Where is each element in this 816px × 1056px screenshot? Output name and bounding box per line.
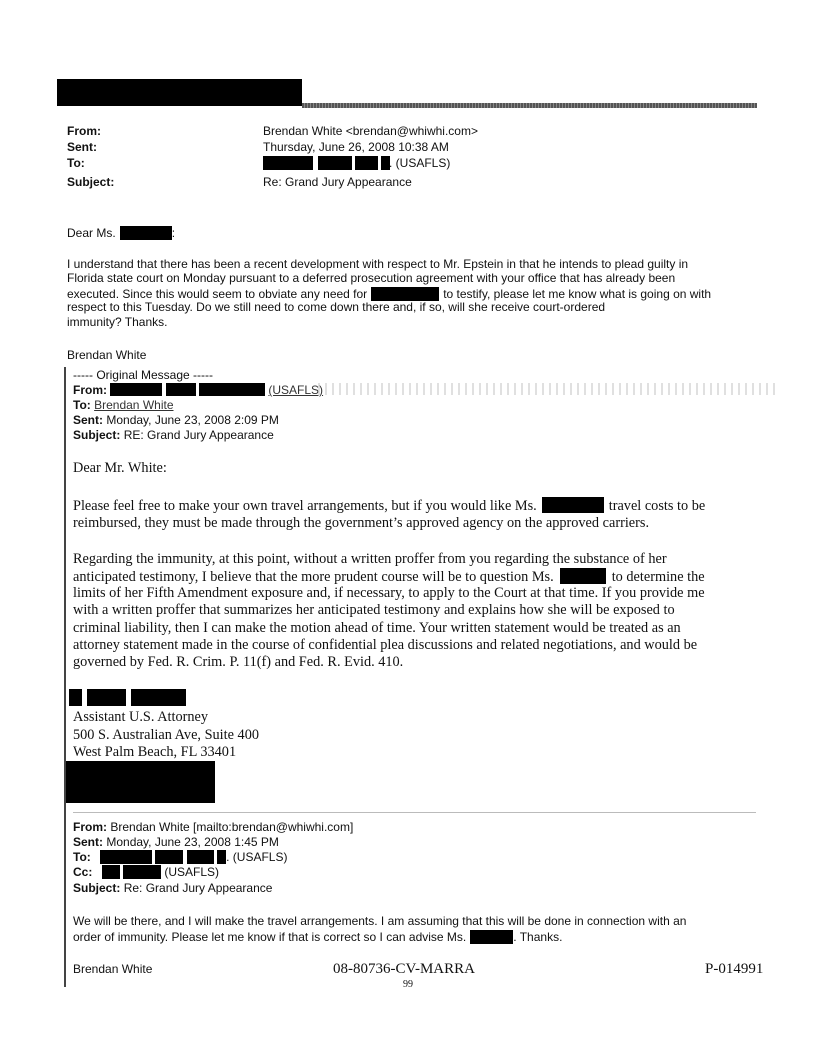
subject-value: Re: Grand Jury Appearance xyxy=(263,175,412,189)
redaction xyxy=(123,865,161,879)
earlier-body-l2b: . Thanks. xyxy=(513,930,563,944)
redaction xyxy=(318,156,352,170)
reply-signature: Brendan White xyxy=(67,348,147,362)
original-to-link[interactable]: Brendan White xyxy=(94,398,174,412)
signature-address-1: 500 S. Australian Ave, Suite 400 xyxy=(73,727,259,743)
page-number: 99 xyxy=(403,979,413,990)
original-from-row xyxy=(73,383,323,397)
original-p1-line1 xyxy=(73,497,705,515)
redaction xyxy=(263,156,313,170)
original-subject-value: RE: Grand Jury Appearance xyxy=(123,428,274,442)
redaction xyxy=(187,850,214,864)
original-from-value[interactable]: (USAFLS) xyxy=(268,383,324,397)
redaction xyxy=(69,689,82,706)
reply-line-4: respect to this Tuesday. Do we still need to come down there and, if so, will she receive court-ordered xyxy=(67,300,606,314)
sent-label: Sent: xyxy=(67,140,97,154)
p1-l1b: travel costs to be xyxy=(608,498,706,514)
greeting-text: Dear Ms. xyxy=(67,226,116,240)
original-p2-line6: attorney statement made in the course of confidential plea discussions and related negotiations, and would be xyxy=(73,637,698,653)
redaction xyxy=(87,689,126,706)
bates-number: P-014991 xyxy=(705,961,764,977)
redaction-title xyxy=(57,79,302,106)
message-divider xyxy=(73,812,756,813)
original-p2-line3: limits of her Fifth Amendment exposure and, if necessary, to apply to the Court at that time. If you provide me xyxy=(73,585,705,601)
redaction xyxy=(110,383,162,396)
earlier-sent-row xyxy=(73,835,279,849)
earlier-cc-row xyxy=(73,865,219,879)
to-label: To: xyxy=(67,156,85,170)
earlier-body-line1: We will be there, and I will make the travel arrangements. I am assuming that this will be done in connection with an xyxy=(73,914,687,928)
greeting-end: : xyxy=(171,226,176,240)
redaction xyxy=(120,226,172,240)
earlier-subject-label: Subject: xyxy=(73,881,121,895)
quote-rule xyxy=(64,367,66,987)
earlier-cc-value: (USAFLS) xyxy=(164,865,220,879)
sent-value: Thursday, June 26, 2008 10:38 AM xyxy=(263,140,449,154)
case-number: 08-80736-CV-MARRA xyxy=(333,961,475,977)
earlier-sent-value: Monday, June 23, 2008 1:45 PM xyxy=(106,835,279,849)
signature-title: Assistant U.S. Attorney xyxy=(73,709,209,725)
redaction xyxy=(102,865,120,879)
earlier-from-label: From: xyxy=(73,820,107,834)
earlier-to-label: To: xyxy=(73,850,91,864)
original-p2-line7: governed by Fed. R. Crim. P. 11(f) and Fed. R. Evid. 410. xyxy=(73,654,404,670)
reply-line-1: I understand that there has been a recent development with respect to Mr. Epstein in that he intends to plead guilty in xyxy=(67,257,689,271)
earlier-from-value: Brendan White [mailto:brendan@whiwhi.com] xyxy=(110,820,354,834)
earlier-to-row xyxy=(73,850,287,864)
original-sent-row xyxy=(73,413,279,427)
redaction xyxy=(155,850,183,864)
earlier-subject-value: Re: Grand Jury Appearance xyxy=(123,881,273,895)
redaction-block xyxy=(66,761,215,803)
original-p2-line4: with a written proffer that summarizes her anticipated testimony and explains how she will be exposed to xyxy=(73,602,675,618)
from-label: From: xyxy=(67,124,101,138)
earlier-body-l2a: order of immunity. Please let me know if that is correct so I can advise Ms. xyxy=(73,930,467,944)
reply-line-2: Florida state court on Monday pursuant to a deferred prosecution agreement with your office that has already been xyxy=(67,271,676,285)
p2-l2b: to determine the xyxy=(611,569,705,585)
p1-l1a: Please feel free to make your own travel arrangements, but if you would like Ms. xyxy=(73,498,537,514)
original-subject-row xyxy=(73,428,274,442)
earlier-subject-row xyxy=(73,881,272,895)
redaction xyxy=(371,287,439,301)
scan-noise xyxy=(318,383,778,395)
original-sent-value: Monday, June 23, 2008 2:09 PM xyxy=(106,413,279,427)
original-sent-label: Sent: xyxy=(73,413,103,427)
earlier-body-line2 xyxy=(73,930,562,944)
reply-line-5: immunity? Thanks. xyxy=(67,315,168,329)
original-subject-label: Subject: xyxy=(73,428,121,442)
reply-line-3 xyxy=(67,287,711,301)
redaction xyxy=(355,156,378,170)
original-to-label: To: xyxy=(73,398,91,412)
original-separator: ----- Original Message ----- xyxy=(73,368,214,382)
original-p1-line2: reimbursed, they must be made through the government’s approved agency on the approved carriers. xyxy=(73,515,650,531)
redaction xyxy=(199,383,265,396)
original-to-row xyxy=(73,398,174,412)
redaction xyxy=(542,497,604,513)
redaction xyxy=(217,850,226,864)
reply-line-3b: to testify, please let me know what is going on with xyxy=(443,287,712,301)
redaction xyxy=(166,383,196,396)
redaction xyxy=(100,850,152,864)
earlier-sent-label: Sent: xyxy=(73,835,103,849)
subject-label: Subject: xyxy=(67,175,115,189)
p2-l2a: anticipated testimony, I believe that the more prudent course will be to question Ms. xyxy=(73,569,554,585)
original-p2-line5: criminal liability, then I can make the motion ahead of time. Your written statement would be treated as an xyxy=(73,620,681,636)
earlier-from-row xyxy=(73,820,353,834)
original-salutation: Dear Mr. White: xyxy=(73,460,167,476)
original-p2-line1: Regarding the immunity, at this point, without a written proffer from you regarding the substance of her xyxy=(73,551,667,567)
earlier-to-value: . (USAFLS) xyxy=(226,850,288,864)
to-value: . (USAFLS) xyxy=(389,156,451,170)
from-value: Brendan White <brendan@whiwhi.com> xyxy=(263,124,478,138)
redaction xyxy=(131,689,186,706)
greeting xyxy=(67,226,175,240)
earlier-signature: Brendan White xyxy=(73,962,153,976)
header-rule xyxy=(302,103,757,108)
original-p2-line2 xyxy=(73,568,705,586)
reply-line-3a: executed. Since this would seem to obviate any need for xyxy=(67,287,368,301)
signature-address-2: West Palm Beach, FL 33401 xyxy=(73,744,237,760)
redaction xyxy=(470,930,513,944)
redaction xyxy=(560,568,606,584)
original-from-label: From: xyxy=(73,383,107,397)
earlier-cc-label: Cc: xyxy=(73,865,93,879)
